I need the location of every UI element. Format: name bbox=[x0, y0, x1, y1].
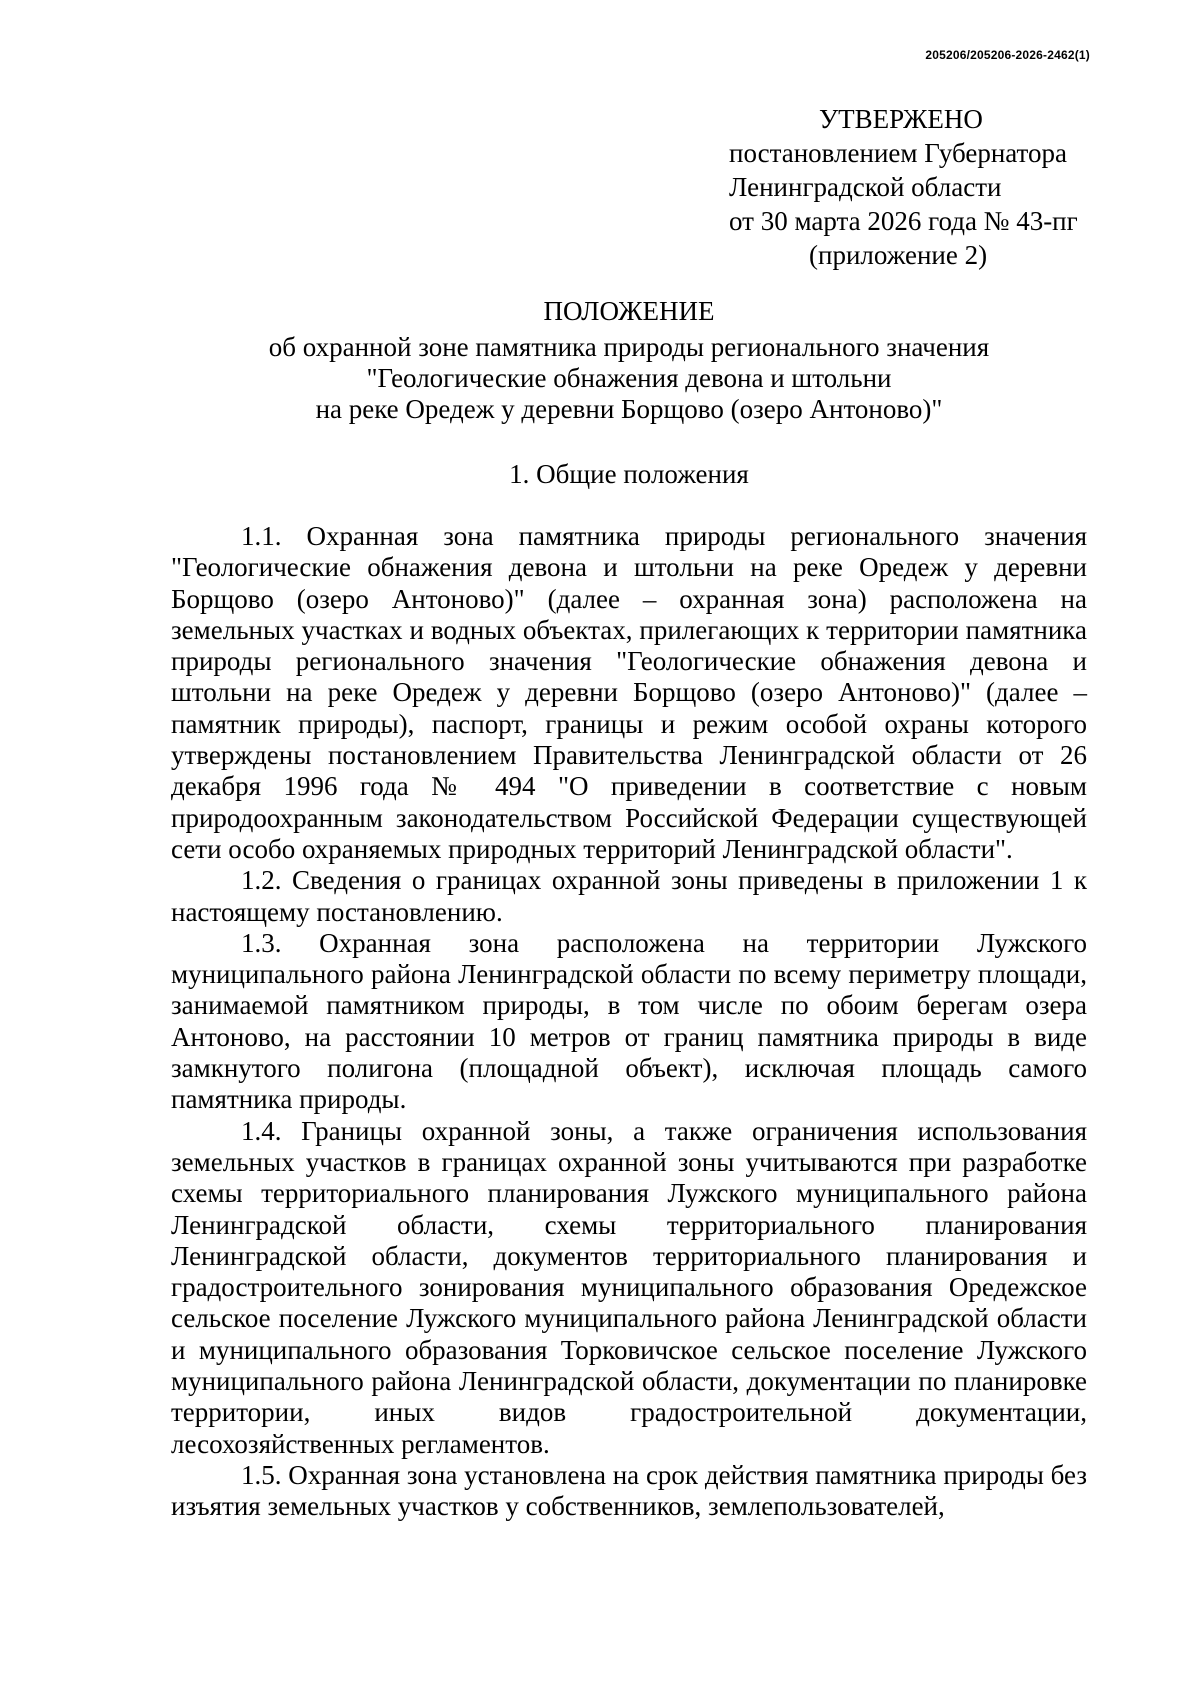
approval-line: постановлением Губернатора bbox=[729, 138, 1067, 168]
approval-line: Ленинградской области bbox=[729, 172, 1002, 202]
document-title bbox=[171, 296, 1087, 425]
paragraph-1-1: 1.1. Охранная зона памятника природы регионального значения "Геологические обнажения девона и штольни на реке Оредеж у деревни Борщово (озеро Антоново)" (далее – охранная зона) расположена на земельных участках и водных объектах, прилегающих к территории памятника природы регионального значения "Геологические обнажения девона и штольни на реке Оредеж у деревни Борщово (озеро Антоново)" (далее – памятник природы), паспорт, границы и режим особой охраны которого утверждены постановлением Правительства Ленинградской области от 26 декабря 1996 года № 494 "О приведении в соответствие с новым природоохранным законодательством Российской Федерации существующей сети особо охраняемых природных территорий Ленинградской области". bbox=[171, 521, 1087, 864]
section-heading: 1. Общие положения bbox=[509, 459, 749, 489]
paragraph-1-3: 1.3. Охранная зона расположена на территории Лужского муниципального района Ленинградской области по всему периметру площади, занимаемой памятником природы, в том числе по обоим берегам озера Антоново, на расстоянии 10 метров от границ памятника природы в виде замкнутого полигона (площадной объект), исключая площадь самого памятника природы. bbox=[171, 927, 1087, 1115]
document-title-head: ПОЛОЖЕНИЕ bbox=[543, 296, 715, 326]
paragraph-1-5: 1.5. Охранная зона установлена на срок действия памятника природы без изъятия земельных участков у собственников, землепользователей, bbox=[171, 1459, 1087, 1522]
paragraph-1-2: 1.2. Сведения о границах охранной зоны приведены в приложении 1 к настоящему постановлению. bbox=[171, 865, 1087, 927]
paragraph-1-4: 1.4. Границы охранной зоны, а также ограничения использования земельных участков в границах охранной зоны учитываются при разработке схемы территориального планирования Лужского муниципального района Ленинградской области, схемы территориального планирования Ленинградской области, документов территориального планирования и градостроительного зонирования муниципального образования Оредежское сельское поселение Лужского муниципального района Ленинградской области и муниципального образования Торковичское сельское поселение Лужского муниципального района Ленинградской области, документации по планировке территории, иных видов градостроительной документации, лесохозяйственных регламентов. bbox=[171, 1115, 1087, 1459]
document-body bbox=[171, 521, 1087, 1523]
approval-heading: УТВЕРЖЕНО bbox=[819, 104, 983, 134]
approval-stamp bbox=[729, 102, 1078, 272]
document-title-line: "Геологические обнажения девона и штольни bbox=[366, 363, 892, 393]
approval-appendix: (приложение 2) bbox=[809, 240, 988, 270]
document-title-line: об охранной зоне памятника природы регионального значения bbox=[268, 332, 990, 362]
approval-date-number: от 30 марта 2026 года № 43-пг bbox=[729, 206, 1078, 236]
document-registration-number: 205206/205206-2026-2462(1) bbox=[925, 48, 1090, 62]
document-title-line: на реке Оредеж у деревни Борщово (озеро Антоново)" bbox=[315, 394, 943, 424]
